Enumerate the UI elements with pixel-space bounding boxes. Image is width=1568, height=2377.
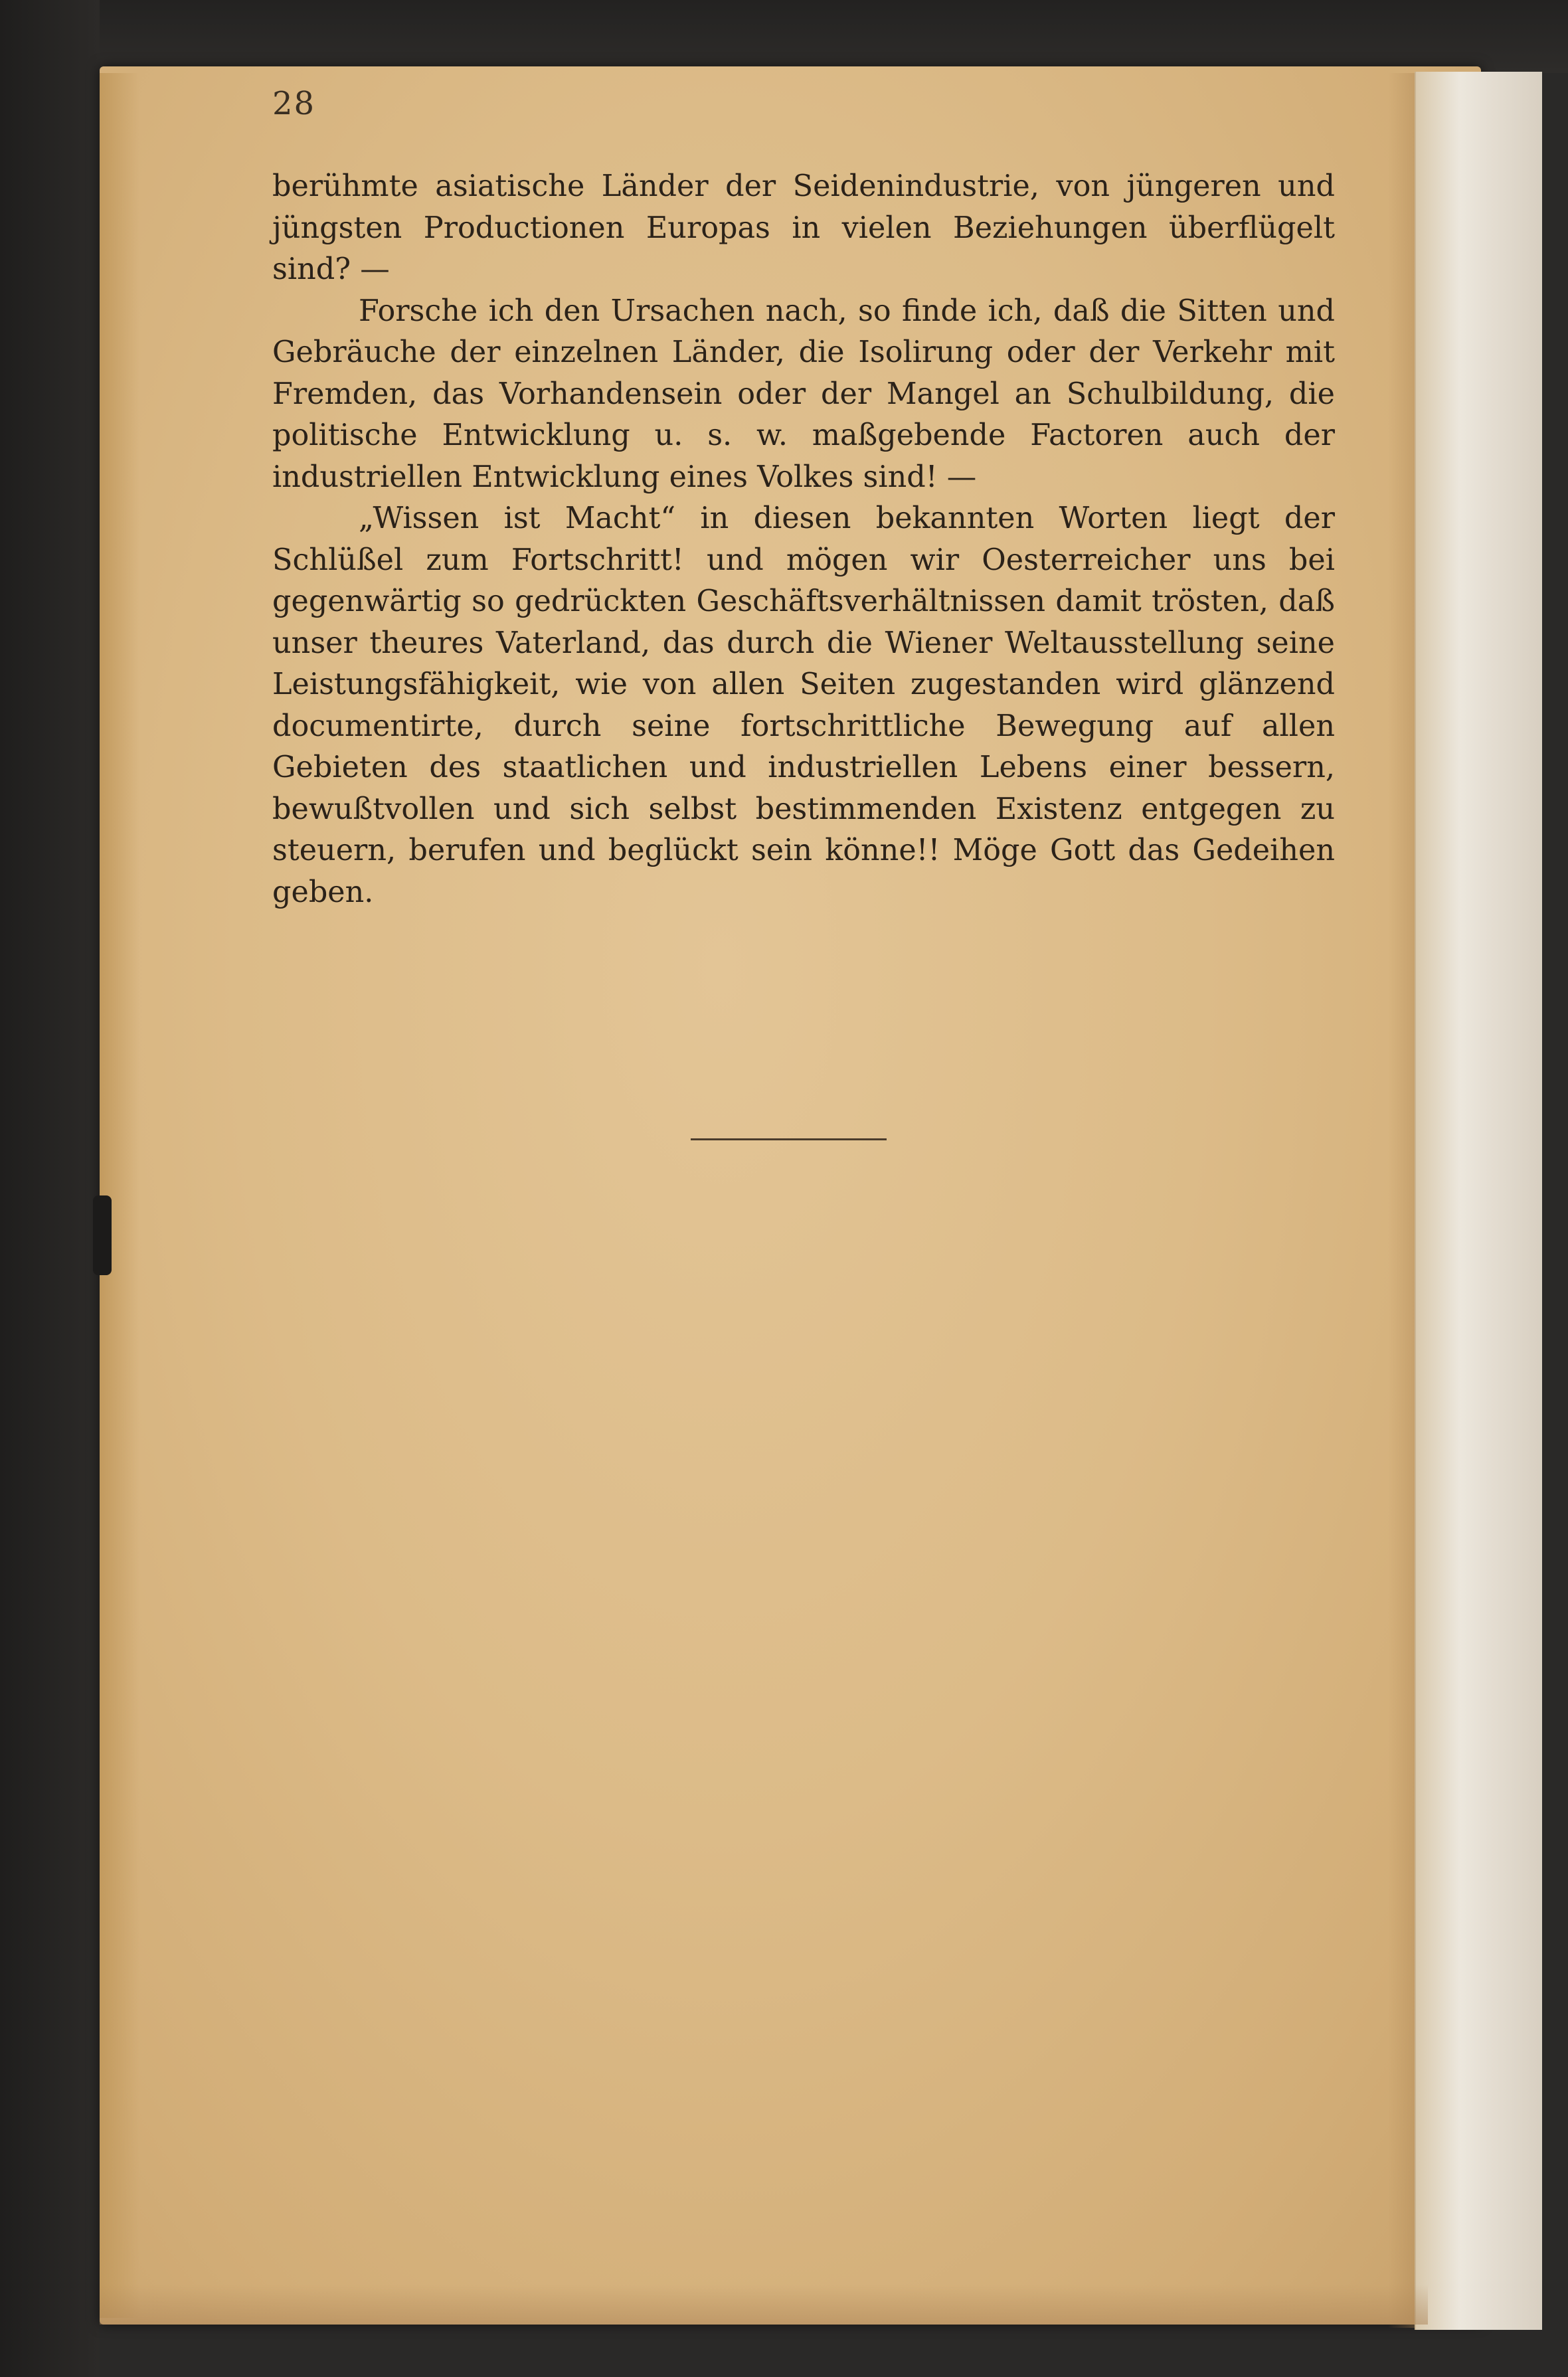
book-cover-left [0,0,100,2377]
end-rule [691,1138,887,1140]
paragraph: Forsche ich den Ursachen nach, so finde ich, daß die Sitten und Gebräuche der einzelnen Länder, die Isolirung oder der Verkehr mit Fremden, das Vorhandensein oder der Mangel an Schulbildung, die politische Entwicklung u. s. w. maßgebende Factoren auch der industriellen Entwicklung eines Volkes sind! — [272,294,1335,494]
page-wear-mark [93,1195,112,1275]
paragraph: berühmte asiatische Länder der Seidenindustrie, von jüngeren und jüngsten Productionen Europas in vielen Beziehungen überflügelt sind? — [272,169,1335,286]
paragraph: „Wissen ist Macht“ in diesen bekannten Worten liegt der Schlüßel zum Fortschritt! und mögen wir Oesterreicher uns bei gegenwärtig so gedrückten Geschäftsverhältnissen damit trösten, daß unser theures Vaterland, das durch die Wiener Weltausstellung seine Leistungsfähigkeit, wie von allen Seiten zugestanden wird glänzend documentirte, durch seine fortschrittliche Bewegung auf allen Gebieten des staatlichen und industriellen Lebens einer bessern, bewußtvollen und sich selbst bestimmenden Existenz entgegen zu steuern, berufen und beglückt sein könne!! Möge Gott das Gedeihen geben. [272,501,1335,909]
body-text [272,166,1335,913]
book-cover-top [0,0,1568,73]
binding-strip [1415,72,1542,2330]
page-number: 28 [272,85,316,122]
page-bottom-shade [100,2285,1428,2325]
